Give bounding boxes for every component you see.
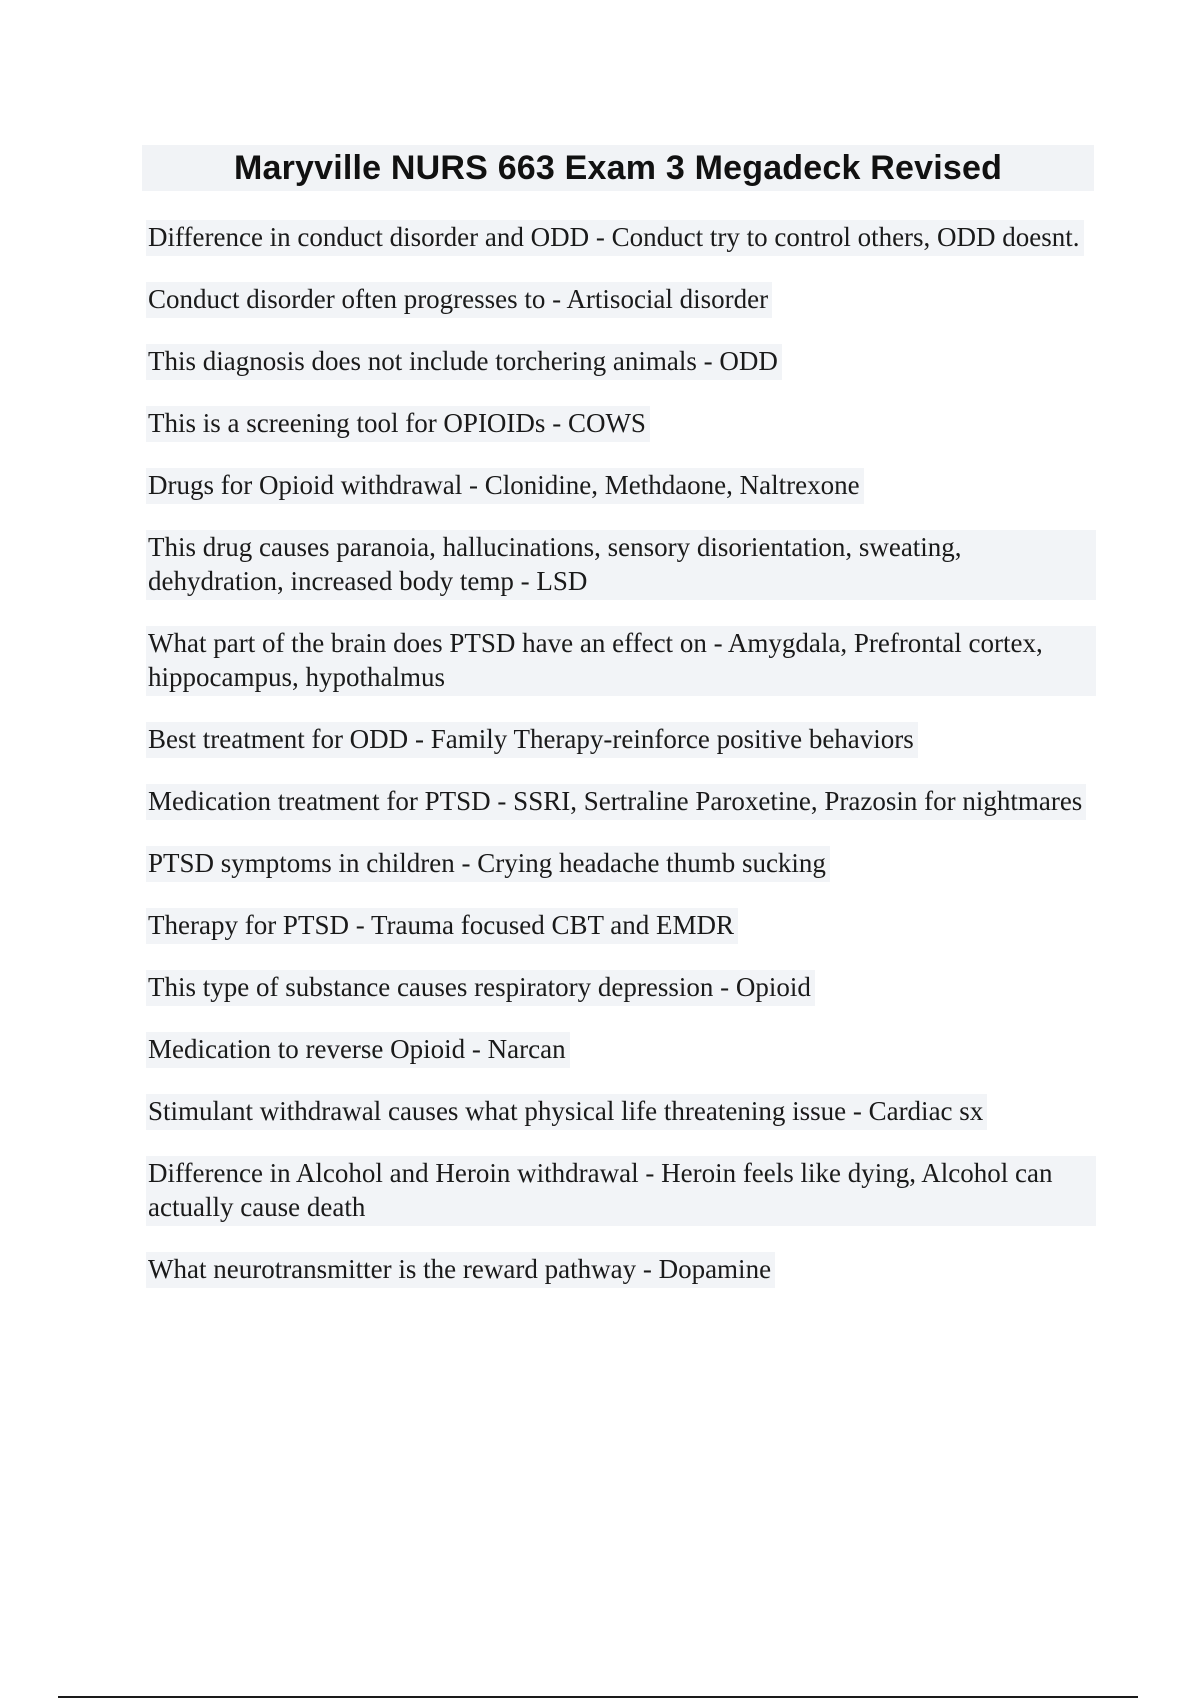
flashcard-definition: Opioid <box>735 972 811 1002</box>
flashcard-item <box>146 1252 775 1288</box>
term-separator: - <box>638 1158 662 1188</box>
flashcard-definition: Conduct try to control others, ODD doesnt. <box>611 222 1080 252</box>
flashcard-definition: Family Therapy-reinforce positive behaviors <box>430 724 914 754</box>
flashcard-term: Medication treatment for PTSD <box>148 786 491 816</box>
flashcard-term: This is a screening tool for OPIOIDs <box>148 408 546 438</box>
flashcard-item <box>146 220 1084 256</box>
term-separator: - <box>545 284 567 314</box>
flashcard-definition: COWS <box>567 408 646 438</box>
flashcard-item <box>146 846 830 882</box>
flashcard-item <box>146 282 772 318</box>
term-separator: - <box>589 222 612 252</box>
flashcard-definition: Trauma focused CBT and EMDR <box>370 910 734 940</box>
flashcard-term: Therapy for PTSD <box>148 910 349 940</box>
flashcard-term: Drugs for Opioid withdrawal <box>148 470 463 500</box>
flashcard-item <box>146 970 815 1006</box>
flashcard-term: This diagnosis does not include torchering animals <box>148 346 697 376</box>
term-separator: - <box>348 910 371 940</box>
flashcard-definition: SSRI, Sertraline Paroxetine, Prazosin for nightmares <box>513 786 1083 816</box>
flashcard-item <box>146 406 650 442</box>
term-separator: - <box>696 346 720 376</box>
flashcard-term: This drug causes paranoia, hallucinations, sensory disorientation, sweating, dehydration, increased body temp <box>148 532 962 596</box>
page-title: Maryville NURS 663 Exam 3 Megadeck Revised <box>233 148 1003 187</box>
flashcard-item <box>146 626 1096 696</box>
flashcard-item <box>146 344 782 380</box>
footer-divider <box>58 1696 1138 1698</box>
flashcard-item <box>146 468 864 504</box>
term-separator: - <box>713 972 736 1002</box>
flashcard-definition: Dopamine <box>658 1254 772 1284</box>
term-separator: - <box>490 786 514 816</box>
term-separator: - <box>545 408 568 438</box>
term-separator: - <box>454 848 478 878</box>
flashcard-item <box>146 784 1086 820</box>
term-separator: - <box>462 470 485 500</box>
term-separator: - <box>846 1096 869 1126</box>
term-separator: - <box>408 724 431 754</box>
flashcard-term: Medication to reverse Opioid <box>148 1034 466 1064</box>
flashcard-definition: ODD <box>719 346 778 376</box>
flashcard-definition: Amygdala, Prefrontal cortex, hippocampus, hypothalmus <box>148 628 1043 692</box>
flashcard-item <box>146 530 1096 600</box>
flashcard-definition: Cardiac sx <box>868 1096 984 1126</box>
flashcard-term: What neurotransmitter is the reward pathway <box>148 1254 637 1284</box>
flashcard-item <box>146 1156 1096 1226</box>
term-separator: - <box>513 566 537 596</box>
term-separator: - <box>636 1254 659 1284</box>
flashcard-definition: Narcan <box>487 1034 566 1064</box>
flashcard-definition: Artisocial disorder <box>566 284 769 314</box>
term-separator: - <box>706 628 728 658</box>
flashcard-term: PTSD symptoms in children <box>148 848 455 878</box>
flashcard-definition: LSD <box>536 566 588 596</box>
flashcard-definition: Heroin feels like dying, Alcohol can actually cause death <box>148 1158 1053 1222</box>
flashcard-term: Difference in Alcohol and Heroin withdrawal <box>148 1158 639 1188</box>
flashcard-definition: Clonidine, Methdaone, Naltrexone <box>484 470 860 500</box>
flashcard-item <box>146 1032 570 1068</box>
term-separator: - <box>465 1034 488 1064</box>
flashcard-item <box>146 722 918 758</box>
flashcard-list <box>146 220 1096 1288</box>
flashcard-term: This type of substance causes respiratory depression <box>148 972 714 1002</box>
title-band <box>142 145 1094 191</box>
flashcard-definition: Crying headache thumb sucking <box>477 848 826 878</box>
flashcard-term: Conduct disorder often progresses to <box>148 284 546 314</box>
flashcard-item <box>146 908 738 944</box>
flashcard-term: Stimulant withdrawal causes what physical life threatening issue <box>148 1096 847 1126</box>
flashcard-term: Best treatment for ODD <box>148 724 409 754</box>
flashcard-term: Difference in conduct disorder and ODD <box>148 222 590 252</box>
flashcard-term: What part of the brain does PTSD have an effect on <box>148 628 707 658</box>
flashcard-item <box>146 1094 987 1130</box>
